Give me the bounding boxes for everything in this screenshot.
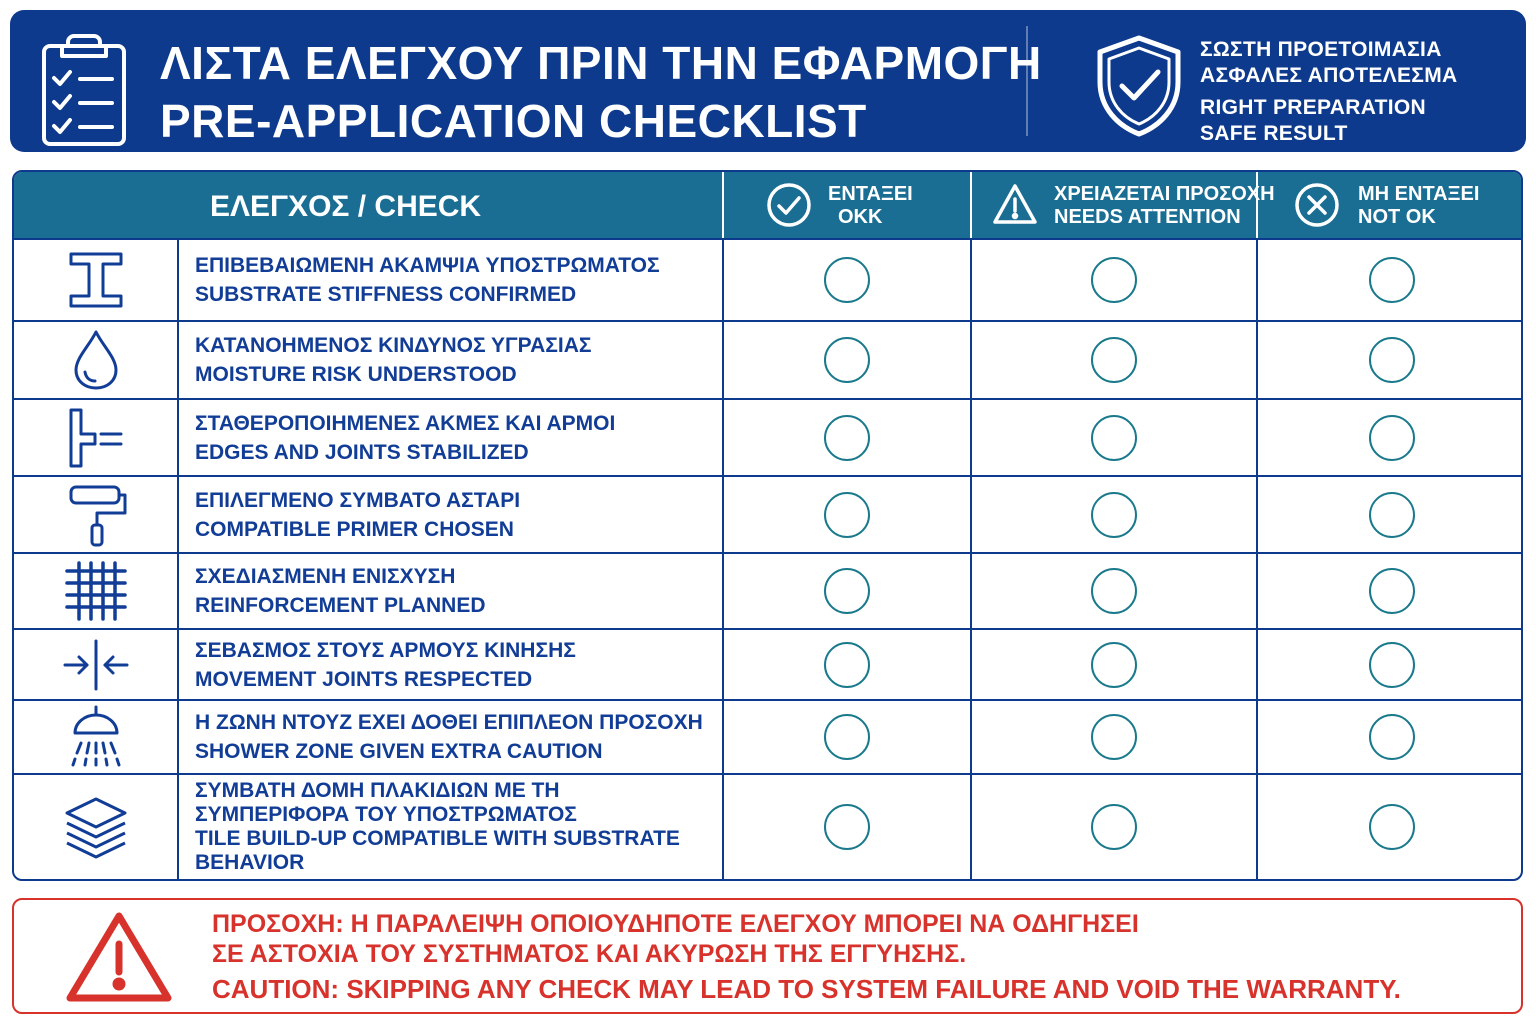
table-row (14, 628, 1521, 699)
needs-attention-radio[interactable] (1091, 568, 1137, 614)
check-item-text: Η ΖΩΝΗ ΝΤΟΥΖ ΕΧΕΙ ΔΟΘΕΙ ΕΠΙΠΛΕΟΝ ΠΡΟΣΟΧΗ SHOWER ZONE GIVEN EXTRA CAUTION (195, 711, 703, 763)
warning-triangle-icon (992, 182, 1038, 228)
ok-radio[interactable] (824, 714, 870, 760)
table-row (14, 552, 1521, 628)
column-header-check-label: ΕΛΕΓΧΟΣ / CHECK (210, 190, 482, 223)
column-ok-greek: ΕΝΤΑΞΕΙ (828, 183, 913, 205)
column-attention-greek: ΧΡΕΙΑΖΕΤΑΙ ΠΡΟΣΟΧΗ (1054, 183, 1275, 205)
needs-attention-radio[interactable] (1091, 257, 1137, 303)
check-item-text: ΕΠΙΛΕΓΜΕΝΟ ΣΥΜΒΑΤΟ ΑΣΤΑΡΙ COMPATIBLE PRIMER CHOSEN (195, 488, 521, 541)
shield-check-icon (1094, 34, 1184, 138)
title-greek: ΛΙΣΤΑ ΕΛΕΓΧΟΥ ΠΡΙΝ ΤΗΝ ΕΦΑΡΜΟΓΗ (160, 37, 1042, 89)
table-row (14, 773, 1521, 879)
not-ok-radio[interactable] (1369, 804, 1415, 850)
ok-radio[interactable] (824, 257, 870, 303)
table-row (14, 320, 1521, 398)
needs-attention-radio[interactable] (1091, 492, 1137, 538)
needs-attention-radio[interactable] (1091, 337, 1137, 383)
column-header-check (14, 172, 724, 238)
header-banner (10, 10, 1526, 152)
header-divider (1026, 26, 1028, 136)
movement-joint-icon (61, 633, 131, 697)
warning-text-line-2: ΣΕ ΑΣΤΟΧΙΑ ΤΟΥ ΣΥΣΤΗΜΑΤΟΣ ΚΑΙ ΑΚΥΡΩΣΗ ΤΗΣ ΕΓΓΥΗΣΗΣ. (212, 940, 967, 968)
tagline-line-1: ΣΩΣΤΗ ΠΡΟΕΤΟΙΜΑΣΙΑ (1200, 38, 1442, 61)
check-item-text: ΣΥΜΒΑΤΗ ΔΟΜΗ ΠΛΑΚΙΔΙΩΝ ΜΕ ΤΗ ΣΥΜΠΕΡΙΦΟΡΑ ΤΟΥ ΥΠΟΣΤΡΩΜΑΤΟΣ TILE BUILD-UP COMPATIBLE WITH SUBSTRATE BEHAVIOR (195, 779, 680, 874)
needs-attention-radio[interactable] (1091, 415, 1137, 461)
ok-radio[interactable] (824, 642, 870, 688)
warning-text-line-3: CAUTION: SKIPPING ANY CHECK MAY LEAD TO SYSTEM FAILURE AND VOID THE WARRANTY. (212, 974, 1401, 1004)
needs-attention-radio[interactable] (1091, 714, 1137, 760)
i-beam-icon (61, 248, 131, 312)
edge-joint-icon (61, 406, 131, 470)
column-ok-english: OKK (838, 206, 883, 228)
paint-roller-icon (61, 483, 131, 547)
table-row (14, 398, 1521, 475)
column-not-ok-english: NOT OK (1358, 206, 1436, 228)
not-ok-radio[interactable] (1369, 337, 1415, 383)
column-attention-english: NEEDS ATTENTION (1054, 206, 1241, 228)
warning-triangle-icon (64, 910, 174, 1004)
checklist-table (12, 170, 1523, 881)
not-ok-radio[interactable] (1369, 568, 1415, 614)
table-row (14, 238, 1521, 320)
check-item-text: ΣΤΑΘΕΡΟΠΟΙΗΜΕΝΕΣ ΑΚΜΕΣ ΚΑΙ ΑΡΜΟΙ EDGES AND JOINTS STABILIZED (195, 411, 616, 464)
shower-head-icon (61, 705, 131, 769)
layers-icon (61, 795, 131, 859)
column-header-ok (724, 172, 972, 238)
not-ok-radio[interactable] (1369, 257, 1415, 303)
clipboard-checklist-icon (40, 32, 130, 148)
ok-radio[interactable] (824, 337, 870, 383)
check-item-text: ΣΕΒΑΣΜΟΣ ΣΤΟΥΣ ΑΡΜΟΥΣ ΚΙΝΗΣΗΣ MOVEMENT JOINTS RESPECTED (195, 638, 576, 691)
tagline-line-3: RIGHT PREPARATION (1200, 96, 1426, 119)
not-ok-radio[interactable] (1369, 415, 1415, 461)
column-header-attention (972, 172, 1275, 238)
warning-box (12, 898, 1523, 1014)
check-item-text: ΚΑΤΑΝΟΗΜΕΝΟΣ ΚΙΝΔΥΝΟΣ ΥΓΡΑΣΙΑΣ MOISTURE RISK UNDERSTOOD (195, 334, 592, 386)
reinforcement-grid-icon (61, 559, 131, 623)
table-row (14, 475, 1521, 552)
water-drop-icon (61, 328, 131, 392)
column-not-ok-greek: ΜΗ ΕΝΤΑΞΕΙ (1358, 183, 1480, 205)
tagline-line-4: SAFE RESULT (1200, 122, 1348, 145)
column-header-not-ok (1258, 172, 1523, 238)
not-ok-radio[interactable] (1369, 492, 1415, 538)
needs-attention-radio[interactable] (1091, 642, 1137, 688)
ok-radio[interactable] (824, 568, 870, 614)
needs-attention-radio[interactable] (1091, 804, 1137, 850)
x-circle-icon (1294, 182, 1340, 228)
check-item-text: ΣΧΕΔΙΑΣΜΕΝΗ ΕΝΙΣΧΥΣΗ REINFORCEMENT PLANNED (195, 565, 486, 617)
not-ok-radio[interactable] (1369, 642, 1415, 688)
check-circle-icon (766, 182, 812, 228)
check-item-text: ΕΠΙΒΕΒΑΙΩΜΕΝΗ ΑΚΑΜΨΙΑ ΥΠΟΣΤΡΩΜΑΤΟΣ SUBSTRATE STIFFNESS CONFIRMED (195, 254, 660, 306)
ok-radio[interactable] (824, 492, 870, 538)
table-row (14, 699, 1521, 773)
warning-text-line-1: ΠΡΟΣΟΧΗ: Η ΠΑΡΑΛΕΙΨΗ ΟΠΟΙΟΥΔΗΠΟΤΕ ΕΛΕΓΧΟΥ ΜΠΟΡΕΙ ΝΑ ΟΔΗΓΗΣΕΙ (212, 910, 1139, 938)
title-english: PRE-APPLICATION CHECKLIST (160, 95, 867, 147)
ok-radio[interactable] (824, 415, 870, 461)
table-header (14, 172, 1521, 238)
tagline-line-2: ΑΣΦΑΛΕΣ ΑΠΟΤΕΛΕΣΜΑ (1200, 64, 1458, 87)
not-ok-radio[interactable] (1369, 714, 1415, 760)
ok-radio[interactable] (824, 804, 870, 850)
